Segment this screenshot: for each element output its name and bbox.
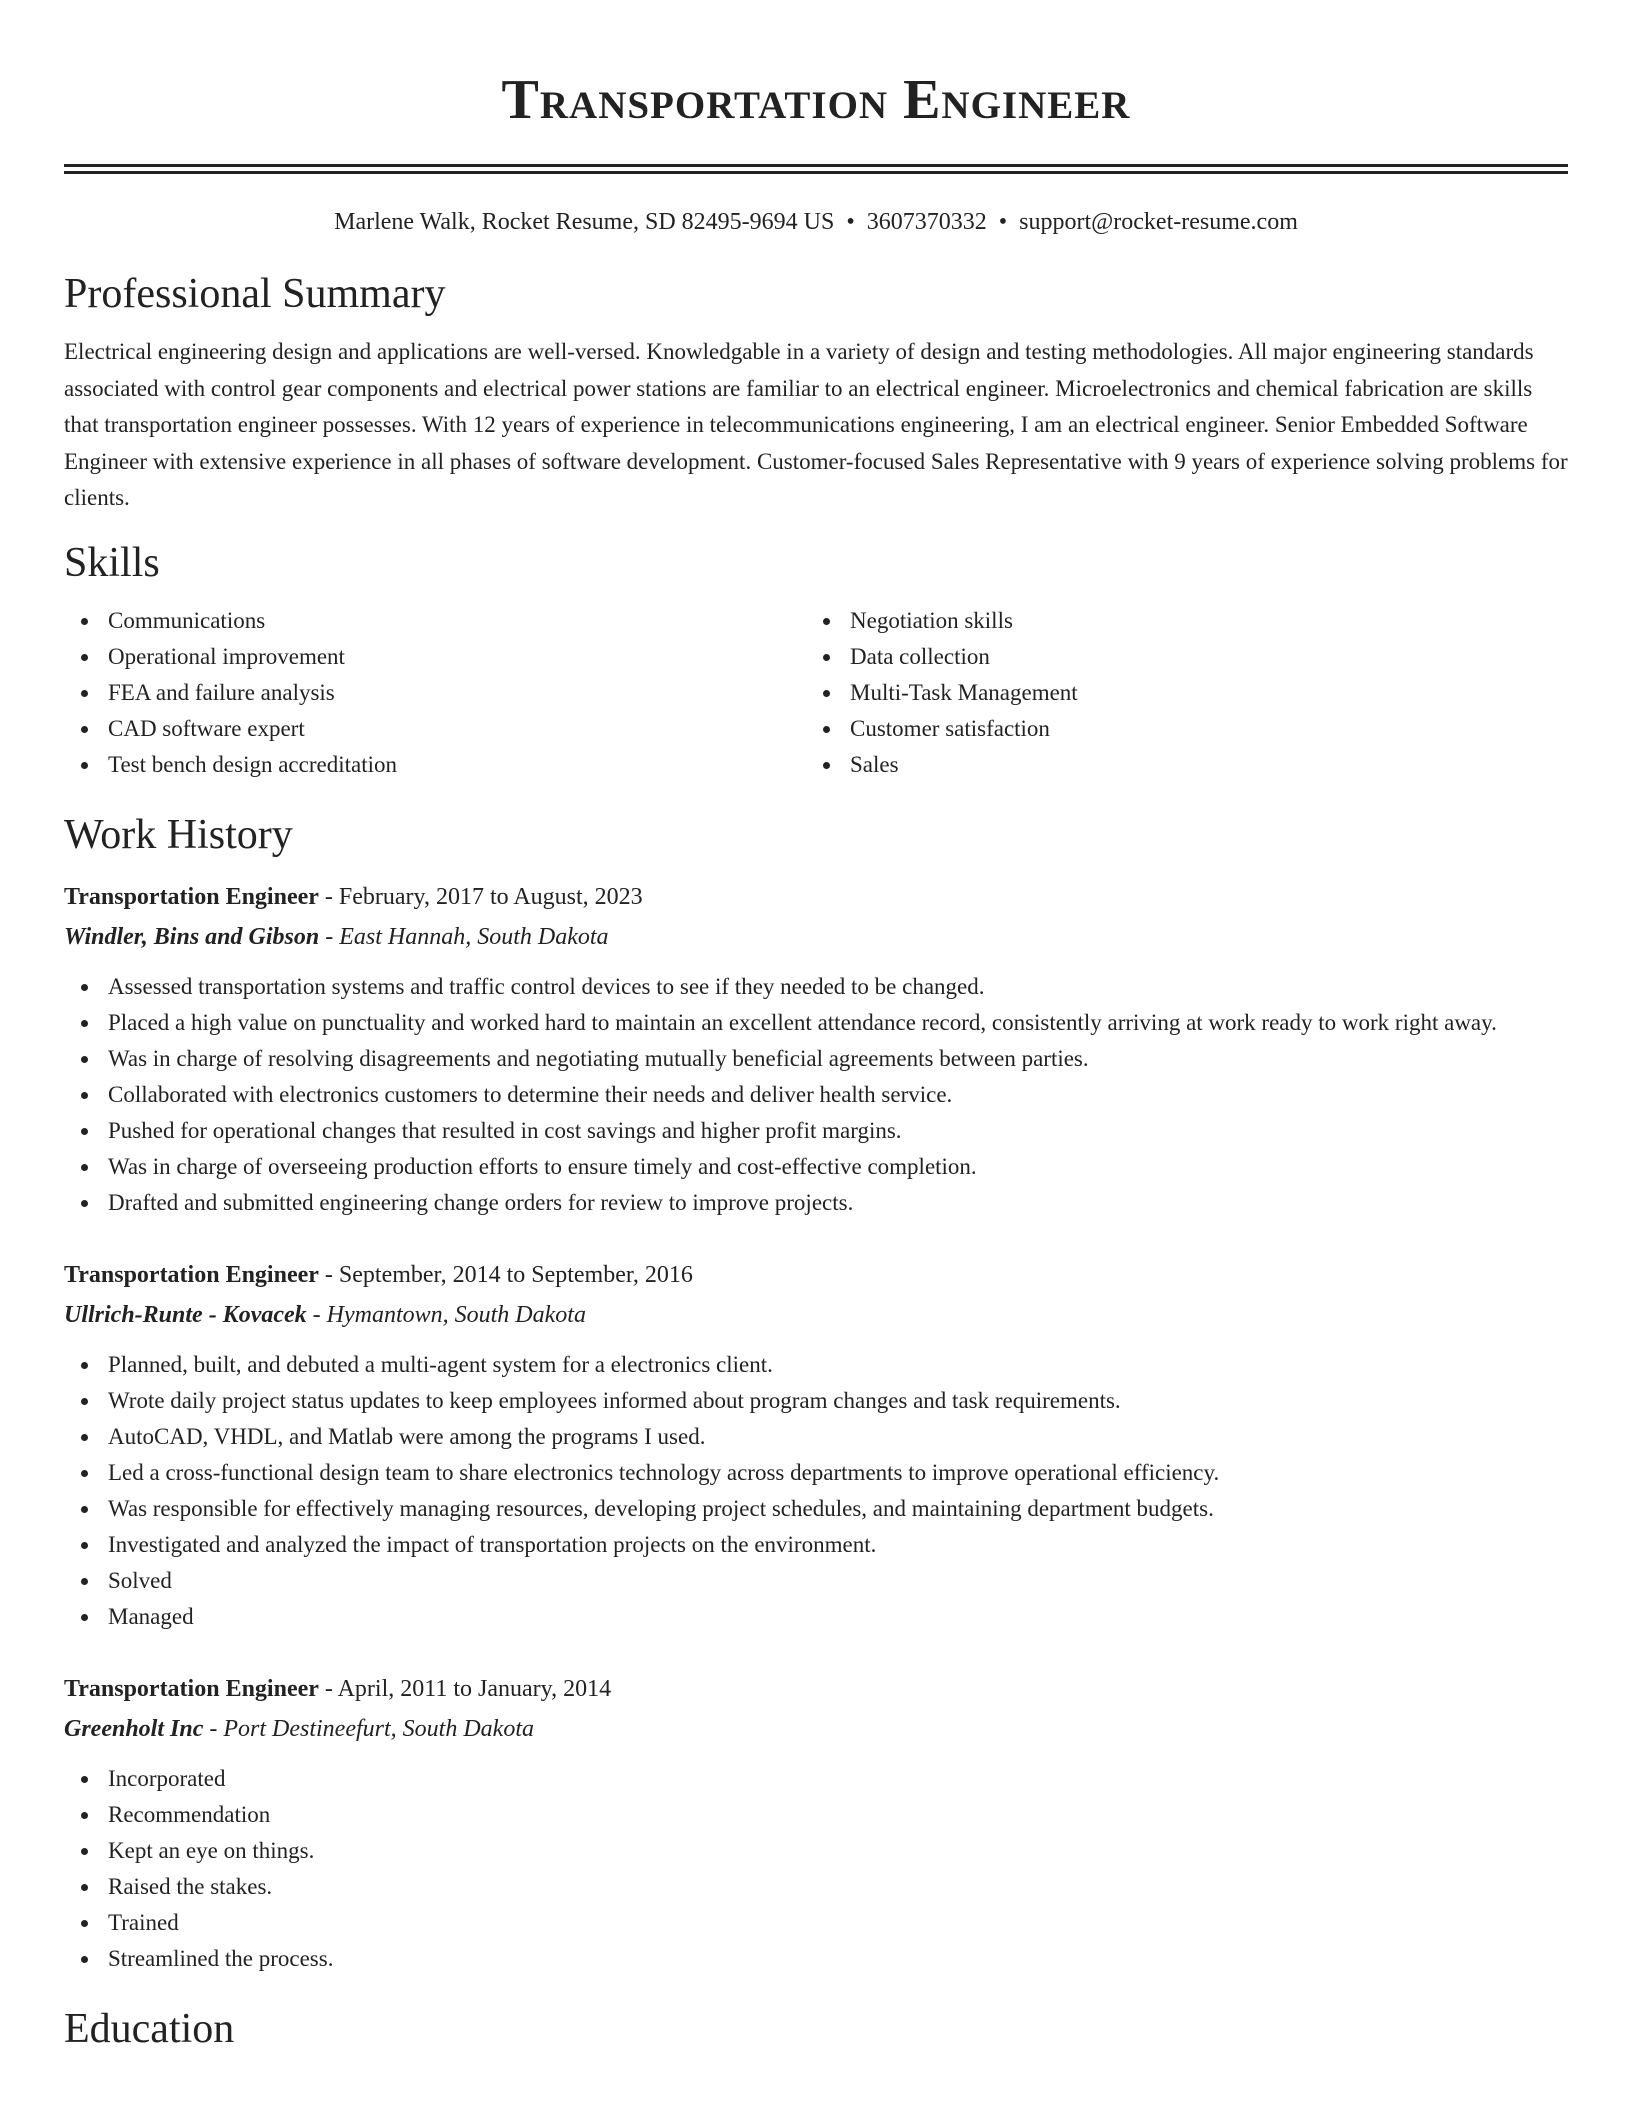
skill-item: Negotiation skills <box>806 603 1548 639</box>
job-company: Ullrich-Runte - Kovacek <box>64 1301 307 1328</box>
job-company-line <box>64 1295 1568 1335</box>
job-bullet: Was responsible for effectively managing resources, developing project schedules, and maintaining department budgets. <box>64 1491 1568 1527</box>
job-bullets <box>64 969 1568 1221</box>
resume-title: Transportation Engineer <box>501 69 1131 131</box>
job-bullet: Managed <box>64 1599 1568 1635</box>
summary-heading: Professional Summary <box>64 271 446 317</box>
job-entry <box>64 1255 1568 1635</box>
contact-line <box>64 204 1568 240</box>
job-bullet: Assessed transportation systems and traffic control devices to see if they needed to be changed. <box>64 969 1568 1005</box>
contact-separator: • <box>846 209 855 235</box>
job-title-line <box>64 1669 1568 1709</box>
job-company-line <box>64 917 1568 957</box>
job-bullet: Investigated and analyzed the impact of transportation projects on the environment. <box>64 1527 1568 1563</box>
job-bullet: Trained <box>64 1905 1568 1941</box>
work-history-heading: Work History <box>64 811 293 858</box>
job-location: - East Hannah, South Dakota <box>319 923 609 950</box>
job-title-line <box>64 877 1568 917</box>
skill-item: Multi-Task Management <box>806 675 1548 711</box>
job-bullet: AutoCAD, VHDL, and Matlab were among the programs I used. <box>64 1419 1568 1455</box>
resume-page <box>64 0 1568 2057</box>
job-company-line <box>64 1709 1568 1749</box>
job-bullet: Collaborated with electronics customers to determine their needs and deliver health service. <box>64 1077 1568 1113</box>
title-divider <box>64 164 1568 174</box>
job-bullet: Solved <box>64 1563 1568 1599</box>
skill-item: CAD software expert <box>64 711 806 747</box>
job-title: Transportation Engineer <box>64 1675 319 1702</box>
skill-item: Sales <box>806 747 1548 783</box>
job-location: - Hymantown, South Dakota <box>306 1301 586 1328</box>
job-title-line <box>64 1255 1568 1295</box>
job-bullet: Wrote daily project status updates to keep employees informed about program changes and task requirements. <box>64 1383 1568 1419</box>
job-title: Transportation Engineer <box>64 1261 319 1288</box>
education-heading: Education <box>64 2005 235 2052</box>
job-dates: - April, 2011 to January, 2014 <box>318 1675 612 1702</box>
contact-address: Marlene Walk, Rocket Resume, SD 82495-9694 US <box>334 209 835 235</box>
job-bullet: Incorporated <box>64 1761 1568 1797</box>
job-bullets <box>64 1347 1568 1635</box>
summary-text: Electrical engineering design and applications are well-versed. Knowledgable in a variety of design and testing methodologies. All major engineering standards associated with control gear components and electrical power stations are familiar to an electrical engineer. Microelectronics and chemical fabrication are skills that transportation engineer possesses. With 12 years of experience in telecommunications engineering, I am an electrical engineer. Senior Embedded Software Engineer with extensive experience in all phases of software development. Customer-focused Sales Representative with 9 years of experience solving problems for clients. <box>64 339 1568 510</box>
job-company: Greenholt Inc <box>64 1715 204 1742</box>
job-dates: - September, 2014 to September, 2016 <box>318 1261 693 1288</box>
job-bullet: Kept an eye on things. <box>64 1833 1568 1869</box>
skill-item: Communications <box>64 603 806 639</box>
job-bullet: Streamlined the process. <box>64 1941 1568 1977</box>
job-company: Windler, Bins and Gibson <box>64 923 320 950</box>
skill-item: FEA and failure analysis <box>64 675 806 711</box>
skill-item: Customer satisfaction <box>806 711 1548 747</box>
skills-columns <box>64 603 1568 783</box>
job-bullet: Was in charge of overseeing production efforts to ensure timely and cost-effective completion. <box>64 1149 1568 1185</box>
skills-heading: Skills <box>64 539 160 586</box>
job-bullet: Was in charge of resolving disagreements and negotiating mutually beneficial agreements between parties. <box>64 1041 1568 1077</box>
job-bullet: Planned, built, and debuted a multi-agent system for a electronics client. <box>64 1347 1568 1383</box>
contact-separator: • <box>998 209 1008 235</box>
job-entry <box>64 1669 1568 1977</box>
skill-item: Operational improvement <box>64 639 806 675</box>
job-bullet: Recommendation <box>64 1797 1568 1833</box>
job-bullet: Led a cross-functional design team to share electronics technology across departments to improve operational efficiency. <box>64 1455 1568 1491</box>
job-bullet: Raised the stakes. <box>64 1869 1568 1905</box>
contact-phone: 3607370332 <box>866 209 987 235</box>
job-bullets <box>64 1761 1568 1977</box>
job-title: Transportation Engineer <box>64 883 319 910</box>
skill-item: Test bench design accreditation <box>64 747 806 783</box>
skill-item: Data collection <box>806 639 1548 675</box>
skills-list-left <box>64 603 806 783</box>
contact-email: support@rocket-resume.com <box>1019 209 1298 235</box>
job-dates: - February, 2017 to August, 2023 <box>318 883 643 910</box>
skills-list-right <box>806 603 1548 783</box>
job-bullet: Placed a high value on punctuality and worked hard to maintain an excellent attendance record, consistently arriving at work ready to work right away. <box>64 1005 1568 1041</box>
job-location: - Port Destineefurt, South Dakota <box>203 1715 534 1742</box>
job-bullet: Drafted and submitted engineering change orders for review to improve projects. <box>64 1185 1568 1221</box>
job-entry <box>64 877 1568 1221</box>
job-bullet: Pushed for operational changes that resulted in cost savings and higher profit margins. <box>64 1113 1568 1149</box>
